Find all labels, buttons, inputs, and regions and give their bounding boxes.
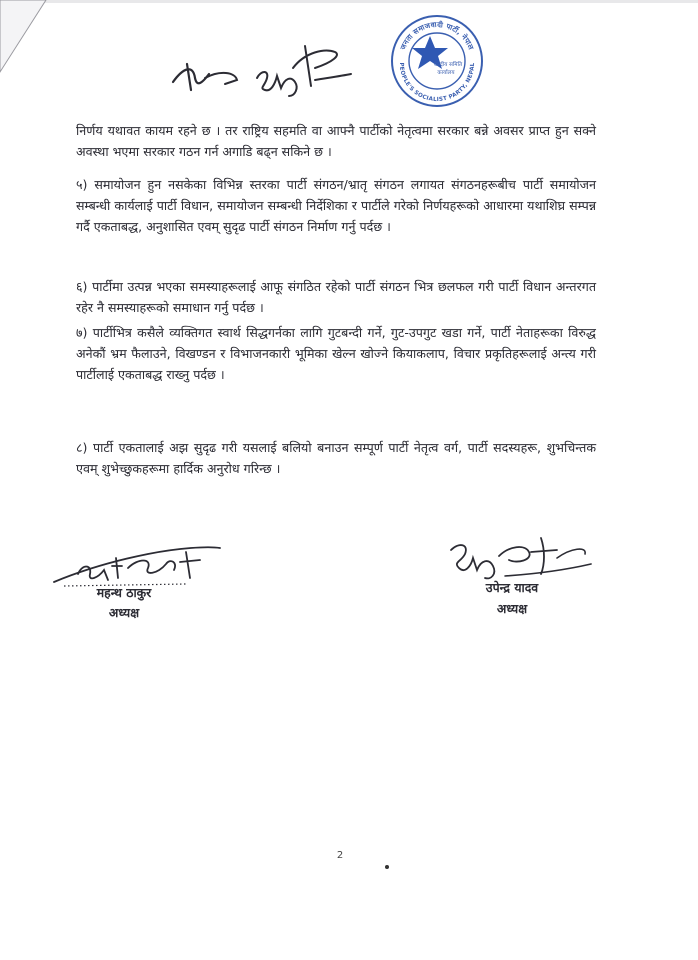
right-signatory-name: उपेन्द्र यादव	[485, 580, 539, 595]
right-signatory-title: अध्यक्ष	[496, 601, 528, 616]
seal-outer-text-bottom: PEOPLE'S SOCIALIST PARTY, NEPAL	[397, 62, 477, 104]
right-signature	[445, 530, 593, 586]
seal-center-text-line2: कार्यालय	[437, 70, 455, 76]
page-corner-fold	[0, 0, 80, 80]
left-signatory-name: महन्थ ठाकुर	[96, 585, 152, 600]
page-number: 2	[336, 850, 344, 861]
left-signatory-title: अध्यक्ष	[108, 605, 140, 620]
stray-dot	[385, 865, 389, 869]
party-seal	[390, 14, 484, 108]
paragraph-7-discipline: ७) पार्टीभित्र कसैले व्यक्तिगत स्वार्थ सिद्धगर्नका लागि गुटबन्दी गर्ने, गुट-उपगुट खडा गर्ने, पार्टी नेताहरूका विरुद्ध अनेकौं भ्रम फैलाउने, विखण्डन र विभाजनकारी भूमिका खेल्न खोज्ने कियाकलाप, विचार प्रकृतिहरूलाई अन्त्य गरी पार्टीलाई एकताबद्ध राख्नु पर्दछ ।	[76, 325, 596, 382]
paragraph-decision-remains: निर्णय यथावत कायम रहने छ । तर राष्ट्रिय सहमति वा आफ्नै पार्टीको नेतृत्वमा सरकार बन्ने अवसर प्राप्त हुन सक्ने अवस्था भएमा सरकार गठन गर्न अगाडि बढ्न सकिने छ ।	[76, 123, 596, 159]
paragraph-6-problem-resolution: ६) पार्टीमा उत्पन्न भएका समस्याहरूलाई आफू संगठित रहेको पार्टी संगठन भित्र छलफल गरी पार्टी विधान अन्तरगत रहेर नै समस्याहरूको समाधान गर्नु पर्दछ ।	[76, 279, 596, 315]
seal-center-text: केन्द्रीय समिति	[433, 62, 463, 68]
seal-outer-text-top: जनता समाजवादी पार्टी, नेपाल	[398, 19, 476, 52]
paragraph-5-integration: ५) समायोजन हुन नसकेका विभिन्न स्तरका पार्टी संगठन/भ्रातृ संगठन लगायत संगठनहरूबीच पार्टी समायोजन सम्बन्धी कार्यलाई पार्टी विधान, समायोजन सम्बन्धी निर्देशिका र पार्टीले गरेको निर्णयहरूको आधारमा यथाशिघ्र सम्पन्न गर्दै एकताबद्ध, अनुशासित एवम् सुदृढ पार्टी संगठन निर्माण गर्नु पर्दछ ।	[76, 177, 596, 234]
paragraph-8-appeal: ८) पार्टी एकतालाई अझ सुदृढ गरी यसलाई बलियो बनाउन सम्पूर्ण पार्टी नेतृत्व वर्ग, पार्टी सदस्यहरू, शुभचिन्तक एवम् शुभेच्छुकहरूमा हार्दिक अनुरोध गरिन्छ ।	[76, 440, 596, 476]
page-top-edge	[0, 0, 698, 3]
top-signature	[165, 38, 355, 102]
